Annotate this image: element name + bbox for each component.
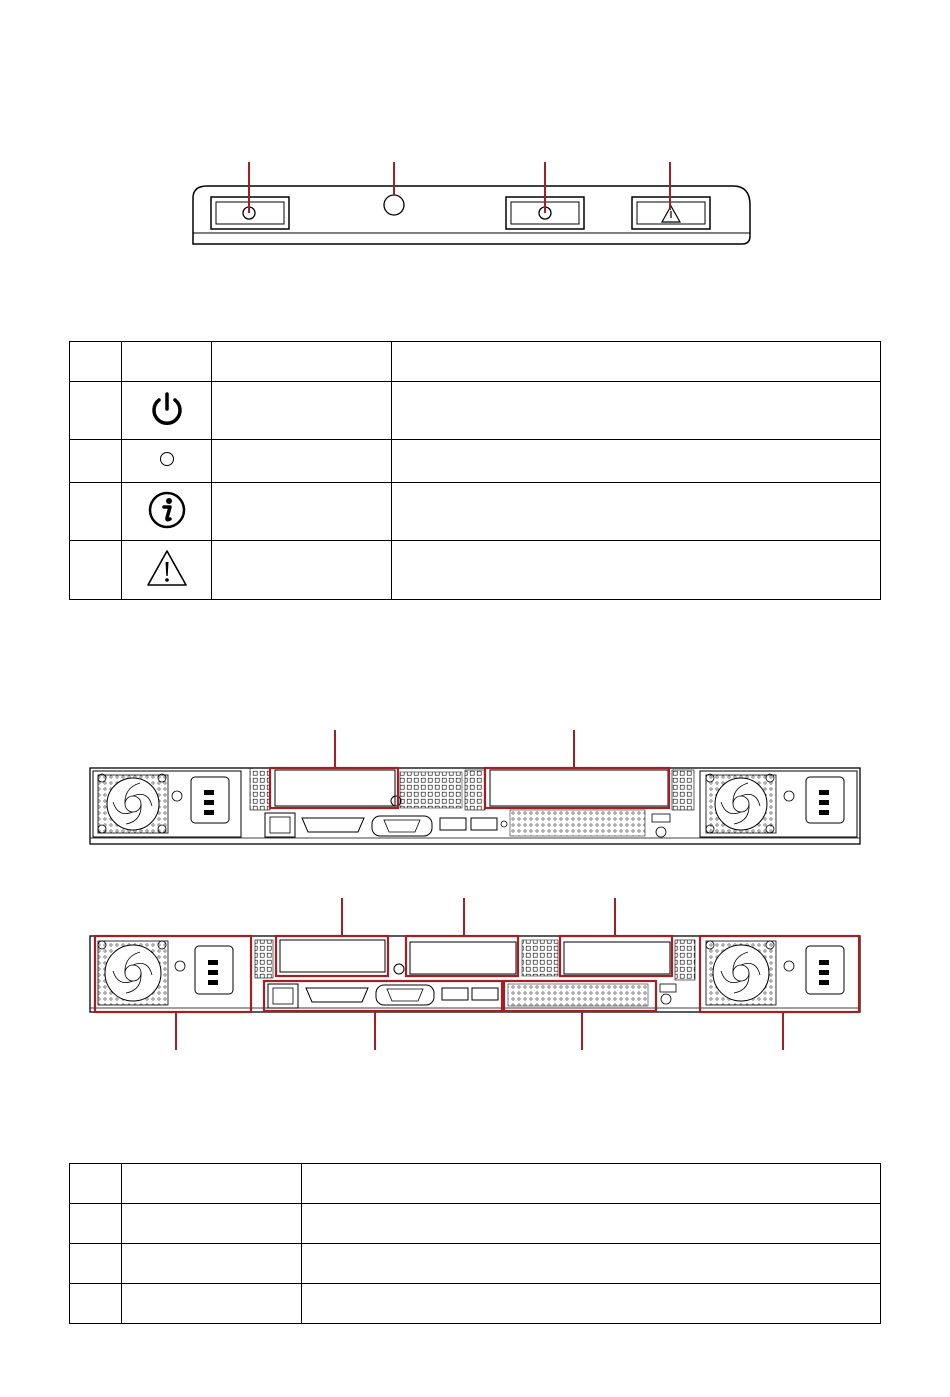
warning-icon [145, 548, 189, 588]
table-cell [212, 541, 392, 600]
table-cell [302, 1204, 881, 1244]
psu-right [700, 771, 857, 837]
table-row [70, 1244, 881, 1284]
rear-a-callouts [335, 730, 574, 768]
table-cell [302, 1284, 881, 1324]
table-cell [70, 342, 122, 382]
front-panel-callouts [249, 162, 670, 213]
highlight-slot-left [270, 768, 398, 808]
table-cell [122, 1204, 302, 1244]
psu-left-b [98, 941, 233, 1005]
rear-panel-table [69, 1163, 881, 1324]
table-cell [212, 483, 392, 541]
table-cell [392, 342, 881, 382]
reset-hole [384, 195, 404, 215]
table-row [70, 1164, 881, 1204]
table-row [70, 382, 881, 440]
table-cell [70, 1244, 122, 1284]
table-row [70, 1284, 881, 1324]
front-panel-figure [193, 162, 750, 244]
table-cell [392, 483, 881, 541]
table-cell [302, 1164, 881, 1204]
table-cell [70, 440, 122, 483]
rear-b-center [255, 940, 695, 1008]
table-row [70, 1204, 881, 1244]
table-cell [70, 1164, 122, 1204]
table-cell [392, 440, 881, 483]
table-row [70, 541, 881, 600]
info-icon [147, 490, 187, 530]
table-cell [122, 1284, 302, 1324]
table-cell [212, 440, 392, 483]
front-panel-table [69, 341, 881, 600]
table-cell [212, 342, 392, 382]
rear-view-b-figure [90, 898, 860, 1050]
highlight-slot-right [485, 768, 669, 808]
table-cell [392, 382, 881, 440]
highlight-slot-1 [276, 936, 388, 976]
table-cell [302, 1244, 881, 1284]
table-cell [212, 382, 392, 440]
psu-left [93, 771, 241, 837]
table-cell [70, 483, 122, 541]
table-cell [70, 1204, 122, 1244]
table-cell [392, 541, 881, 600]
table-cell [70, 1284, 122, 1324]
psu-right-b [706, 941, 844, 1005]
table-cell [122, 342, 212, 382]
table-cell [70, 382, 122, 440]
table-row [70, 483, 881, 541]
table-cell [70, 541, 122, 600]
table-cell [122, 1244, 302, 1284]
reset-hole-icon [157, 449, 177, 469]
rear-view-a-figure [90, 730, 860, 844]
rear-a-center [250, 768, 694, 837]
table-cell [122, 1164, 302, 1204]
table-row [70, 342, 881, 382]
power-icon [147, 389, 187, 429]
table-row [70, 440, 881, 483]
